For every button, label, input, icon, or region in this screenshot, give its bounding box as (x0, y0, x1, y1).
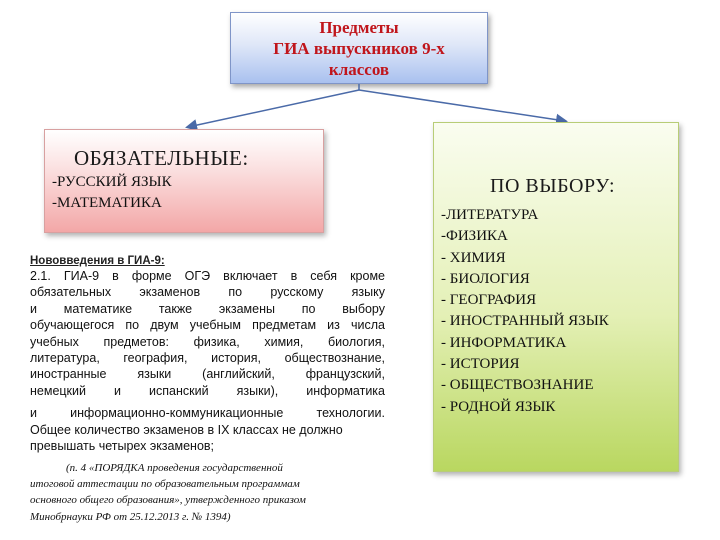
elective-item: - ИНОСТРАННЫЙ ЯЗЫК (441, 313, 609, 330)
note-line: обязательных экзаменов по русскому языку (30, 285, 385, 300)
note-line: немецкий и испанский языки), информатика (30, 383, 385, 398)
elective-item: - РОДНОЙ ЯЗЫК (441, 398, 556, 415)
elective-item: - ГЕОГРАФИЯ (441, 292, 537, 309)
citation-line: основного общего образования», утвержденного приказом (30, 494, 306, 507)
legal-citation (30, 460, 385, 525)
citation-line: итоговой аттестации по образовательным программам (30, 478, 300, 491)
arrow-to-mandatory (188, 90, 359, 127)
note-line: 2.1. ГИА-9 в форме ОГЭ включает в себя кроме (30, 269, 385, 283)
header-line-2: ГИА выпускников 9-х (273, 39, 445, 58)
note-line: и математике также экзамены по выбору (30, 301, 385, 316)
mandatory-item: -РУССКИЙ ЯЗЫК (52, 174, 172, 190)
note-line: превышать четырех экзаменов; (30, 439, 215, 454)
elective-item: -ФИЗИКА (441, 228, 508, 245)
note-line: иностранные языки (английский, французский, (30, 367, 385, 382)
citation-line: Минобрнауки РФ от 25.12.2013 г. № 1394) (30, 510, 231, 523)
elective-title: ПО ВЫБОРУ: (490, 175, 616, 197)
elective-list (441, 205, 609, 418)
note-line: Общее количество экзаменов в IX классах не должно (30, 422, 343, 437)
subjects-header-box (230, 12, 488, 84)
elective-item: -ЛИТЕРАТУРА (441, 207, 539, 223)
arrow-to-elective (359, 90, 565, 121)
innovations-text (30, 268, 385, 454)
header-line-3: классов (328, 60, 390, 79)
elective-item: - ХИМИЯ (441, 249, 506, 266)
header-line-1: Предметы (319, 18, 399, 37)
note-line: и информационно-коммуникационные технологии. (30, 406, 385, 421)
note-line: учебных предметов: физика, химия, биология, (30, 334, 385, 349)
elective-item: - БИОЛОГИЯ (441, 270, 530, 287)
elective-item: - ИСТОРИЯ (441, 356, 520, 373)
note-line: литература, география, история, обществознание, (30, 351, 385, 366)
note-line: обучающегося по двум учебным предметам из числа (30, 318, 385, 333)
citation-line: (п. 4 «ПОРЯДКА проведения государственной (66, 462, 283, 474)
elective-item: - ИНФОРМАТИКА (441, 334, 567, 351)
elective-item: - ОБЩЕСТВОЗНАНИЕ (441, 377, 594, 394)
mandatory-item: -МАТЕМАТИКА (52, 195, 162, 211)
mandatory-title: ОБЯЗАТЕЛЬНЫЕ: (74, 146, 249, 170)
innovations-heading: Нововведения в ГИА-9: (30, 255, 165, 267)
